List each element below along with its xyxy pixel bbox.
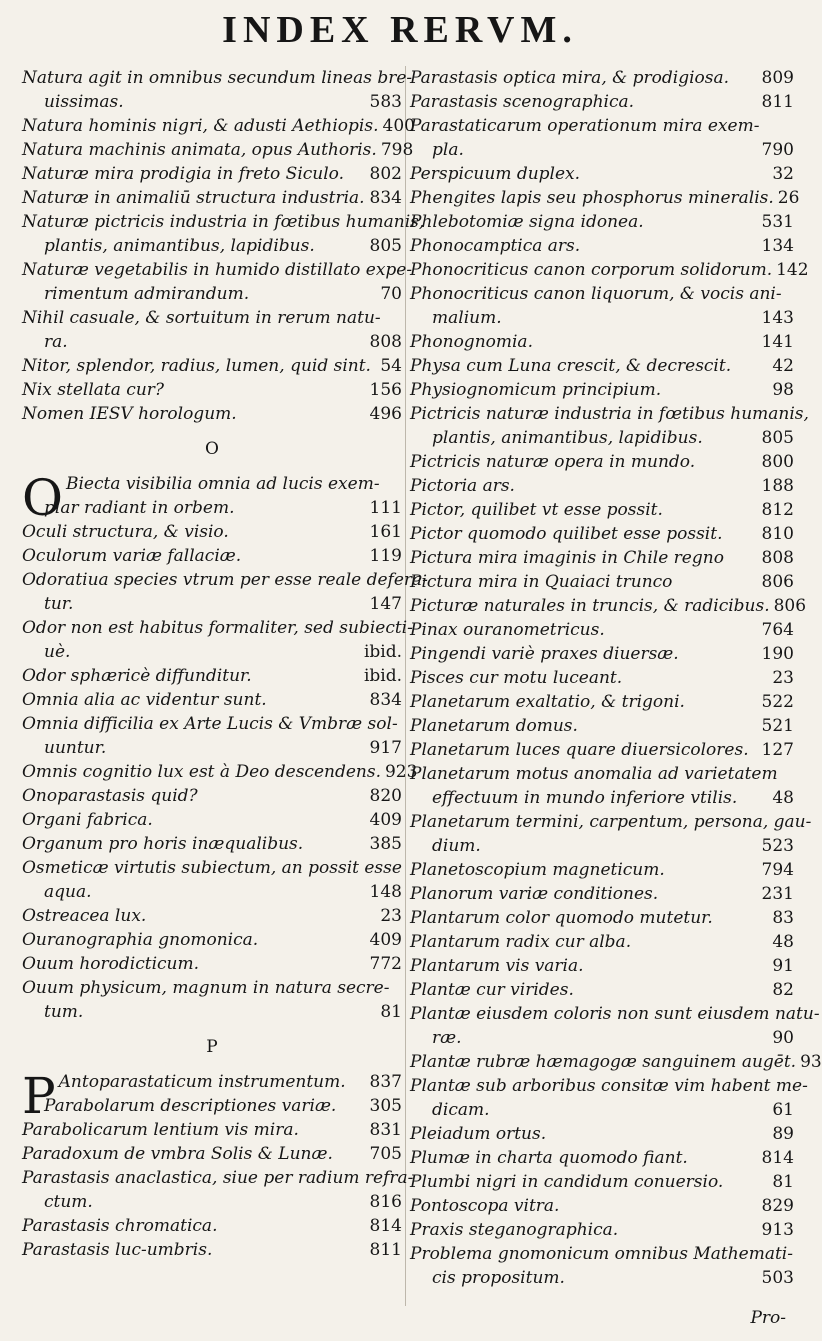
entry-text: Plumbi nigri in candidum conuersio.	[410, 1172, 724, 1192]
page-number: 143	[761, 308, 794, 328]
entry-text: Pisces cur motu luceant.	[410, 668, 623, 688]
entry-text: O Biecta visibilia omnia ad lucis exem-	[22, 469, 380, 527]
entry-text: Parastasis scenographica.	[410, 92, 635, 112]
entry-text: Picturæ naturales in truncis, & radicibus.	[410, 596, 770, 616]
page-number: 141	[761, 332, 794, 352]
index-entry	[22, 1118, 402, 1142]
page-number: 83	[772, 908, 794, 928]
entry-text: Oculorum variæ fallaciæ.	[22, 546, 242, 566]
index-entry	[22, 402, 402, 426]
index-entry-continuation	[410, 138, 794, 162]
entry-text: ctum.	[44, 1192, 93, 1212]
index-entry	[22, 808, 402, 832]
entry-text: cis propositum.	[432, 1268, 565, 1288]
index-entry	[410, 906, 794, 930]
entry-text: Physiognomicum principium.	[410, 380, 662, 400]
index-entry	[22, 976, 402, 1000]
page-number: 400	[382, 116, 415, 136]
entry-text: Paradoxum de vmbra Solis & Lunæ.	[22, 1144, 333, 1164]
index-entry	[22, 258, 413, 282]
entry-text: plantis, animantibus, lapidibus.	[44, 236, 315, 256]
index-entry	[410, 522, 794, 546]
index-entry	[22, 1238, 402, 1262]
index-entry	[22, 856, 402, 880]
entry-text: uè.	[44, 642, 71, 662]
index-entry	[410, 330, 794, 354]
page-number: 834	[369, 188, 402, 208]
page-number: 48	[772, 788, 794, 808]
page-number: 156	[369, 380, 402, 400]
entry-text: Phonocriticus canon liquorum, & vocis ani-	[410, 284, 782, 304]
page-number: 26	[777, 188, 800, 208]
page-number: 61	[772, 1100, 794, 1120]
index-entry	[410, 570, 794, 594]
entry-text: Phlebotomiæ signa idonea.	[410, 212, 644, 232]
page-number: 806	[773, 596, 807, 616]
page-number: 305	[369, 1096, 402, 1116]
index-entry-continuation	[22, 640, 402, 664]
page-number: 583	[369, 92, 402, 112]
entry-text: Pictura mira in Quaiaci trunco	[410, 572, 673, 592]
index-entry	[410, 666, 794, 690]
entry-text: Planorum variæ conditiones.	[410, 884, 659, 904]
entry-text: Odor non est habitus formaliter, sed subiecti-	[22, 618, 413, 638]
index-entry	[410, 1002, 820, 1026]
page-number: 816	[369, 1192, 402, 1212]
page-number: 798	[380, 140, 414, 160]
entry-text: Odoratiua species vtrum per esse reale defera-	[22, 570, 428, 590]
entry-text: Phengites lapis seu phosphorus mineralis.	[410, 188, 774, 208]
index-entry	[410, 258, 809, 282]
entry-text: Natura hominis nigri, & adusti Aethiopis.	[22, 116, 379, 136]
entry-text: Pictricis naturæ opera in mundo.	[410, 452, 696, 472]
index-entry-continuation	[22, 330, 402, 354]
entry-text: Plantarum vis varia.	[410, 956, 584, 976]
entry-text: Parastaticarum operationum mira exem-	[410, 116, 760, 136]
page-number: 808	[761, 548, 794, 568]
page-number: 820	[369, 786, 402, 806]
page-number: 811	[369, 1240, 402, 1260]
page-number: 913	[761, 1220, 794, 1240]
index-entry	[22, 544, 402, 568]
entry-text: Pictor quomodo quilibet esse possit.	[410, 524, 723, 544]
index-entry	[410, 1170, 794, 1194]
index-entry-continuation	[22, 234, 402, 258]
page-number: 812	[761, 500, 794, 520]
entry-text: Ouum physicum, magnum in natura secre-	[22, 978, 390, 998]
index-entry	[410, 954, 794, 978]
page-number: 81	[380, 1002, 402, 1022]
page-number: 794	[761, 860, 794, 880]
index-entry	[410, 882, 794, 906]
entry-text: Pleiadum ortus.	[410, 1124, 547, 1144]
index-entry-continuation	[22, 880, 402, 904]
page-number: 111	[369, 498, 402, 518]
page-number: 809	[761, 68, 794, 88]
entry-text: effectuum in mundo inferiore vtilis.	[432, 788, 738, 808]
entry-text: Parastasis chromatica.	[22, 1216, 218, 1236]
page-number: 142	[776, 260, 809, 280]
entry-text: Organi fabrica.	[22, 810, 153, 830]
page-number: 810	[761, 524, 794, 544]
page-number: 531	[761, 212, 794, 232]
entry-text: aqua.	[44, 882, 92, 902]
page-number: 147	[369, 594, 402, 614]
page-number: ibid.	[363, 642, 402, 662]
index-entry	[410, 1194, 794, 1218]
index-entry-continuation	[22, 592, 402, 616]
entry-text: Nix stellata cur?	[22, 380, 165, 400]
page-number: 808	[369, 332, 402, 352]
entry-text: ra.	[44, 332, 68, 352]
index-entry-continuation	[410, 1266, 794, 1290]
entry-text: tum.	[44, 1002, 84, 1022]
entry-text: Plantarum color quomodo mutetur.	[410, 908, 713, 928]
page-number: 814	[369, 1216, 402, 1236]
index-entry	[410, 210, 794, 234]
entry-text: Phonocamptica ars.	[410, 236, 581, 256]
entry-text: Plantæ eiusdem coloris non sunt eiusdem natu-	[410, 1004, 820, 1024]
entry-text: Naturæ vegetabilis in humido distillato expe-	[22, 260, 413, 280]
catchword: Pro-	[750, 1308, 786, 1328]
index-entry	[22, 114, 415, 138]
page-number: 54	[380, 356, 402, 376]
drop-capital: P	[22, 1067, 56, 1125]
entry-text: Parabolarum descriptiones variæ.	[44, 1096, 337, 1116]
entry-text: Ostreacea lux.	[22, 906, 147, 926]
index-entry-continuation	[22, 1190, 402, 1214]
entry-text: Plantæ rubræ hæmagogæ sanguinem augēt.	[410, 1052, 797, 1072]
page-number: 522	[761, 692, 794, 712]
entry-text: pla.	[432, 140, 464, 160]
right-column	[410, 66, 822, 1290]
page-number: 190	[761, 644, 794, 664]
index-entry	[22, 760, 418, 784]
page-number: ibid.	[363, 666, 402, 686]
index-entry	[410, 714, 794, 738]
page-number: 834	[369, 690, 402, 710]
entry-text: Pictoria ars.	[410, 476, 515, 496]
index-entry	[410, 1050, 822, 1074]
index-entry	[22, 664, 402, 688]
page-number: 802	[369, 164, 402, 184]
entry-text: Planetarum luces quare diuersicolores.	[410, 740, 749, 760]
page-number: 148	[369, 882, 402, 902]
entry-text: Omnia difficilia ex Arte Lucis & Vmbræ sol-	[22, 714, 398, 734]
index-entry-continuation	[410, 786, 794, 810]
entry-text: uuntur.	[44, 738, 107, 758]
index-entry-continuation	[410, 1026, 794, 1050]
index-entry	[22, 784, 402, 808]
entry-text: Omnis cognitio lux est à Deo descendens.	[22, 762, 381, 782]
page-number: 23	[380, 906, 402, 926]
drop-capital: O	[22, 469, 63, 527]
entry-text: plantis, animantibus, lapidibus.	[432, 428, 703, 448]
index-entry	[410, 354, 794, 378]
index-entry	[410, 162, 794, 186]
page-number: 409	[369, 810, 402, 830]
entry-text: Plantæ sub arboribus consitæ vim habent me-	[410, 1076, 808, 1096]
page-number: 81	[772, 1172, 794, 1192]
entry-text: Parabolicarum lentium vis mira.	[22, 1120, 299, 1140]
page-number: 409	[369, 930, 402, 950]
index-entry	[410, 978, 794, 1002]
entry-text: Naturæ mira prodigia in freto Siculo.	[22, 164, 345, 184]
page-number: 82	[772, 980, 794, 1000]
entry-text: dium.	[432, 836, 481, 856]
index-entry	[410, 618, 794, 642]
page-number: 496	[369, 404, 402, 424]
index-entry	[410, 474, 794, 498]
page-number: 917	[369, 738, 402, 758]
entry-text: Planetarum termini, carpentum, persona, gau-	[410, 812, 812, 832]
page-number: 98	[772, 380, 794, 400]
page-number: 805	[761, 428, 794, 448]
index-entry	[410, 762, 794, 786]
entry-text: Naturæ in animaliū structura industria.	[22, 188, 365, 208]
entry-text: dicam.	[432, 1100, 490, 1120]
page-number: 89	[772, 1124, 794, 1144]
entry-text: Naturæ pictricis industria in fœtibus humanis,	[22, 212, 425, 232]
index-entry	[22, 138, 414, 162]
page-number: 91	[772, 956, 794, 976]
index-entry	[410, 594, 807, 618]
index-entry	[410, 930, 794, 954]
index-entry	[22, 1142, 402, 1166]
index-entry	[410, 858, 794, 882]
index-entry-continuation	[22, 1000, 402, 1024]
index-entry	[22, 616, 413, 640]
entry-text: uissimas.	[44, 92, 124, 112]
page-number: 161	[369, 522, 402, 542]
page-number: 521	[761, 716, 794, 736]
index-entry-continuation	[410, 1098, 794, 1122]
index-entry	[22, 162, 402, 186]
page-number: 385	[369, 834, 402, 854]
entry-text: Pictricis naturæ industria in fœtibus humanis,	[410, 404, 809, 424]
entry-text: Parastasis anaclastica, siue per radium refra-	[22, 1168, 414, 1188]
index-entry-continuation	[410, 834, 794, 858]
page-number: 23	[772, 668, 794, 688]
entry-text: Natura agit in omnibus secundum lineas bre-	[22, 68, 413, 88]
index-entry	[410, 1122, 794, 1146]
index-entry	[410, 234, 794, 258]
index-entry	[22, 1214, 402, 1238]
index-entry	[22, 66, 413, 90]
page-number: 93	[800, 1052, 822, 1072]
index-entry	[410, 450, 794, 474]
index-entry	[22, 928, 402, 952]
page-number: 70	[380, 284, 402, 304]
entry-text: Planetarum domus.	[410, 716, 578, 736]
entry-text: Planetoscopium magneticum.	[410, 860, 665, 880]
index-entry	[410, 1146, 794, 1170]
index-entry	[410, 1242, 794, 1266]
index-entry	[22, 354, 402, 378]
page-title: INDEX RERVM.	[222, 9, 578, 51]
page-number: 800	[761, 452, 794, 472]
page-number: 134	[761, 236, 794, 256]
page-number: 523	[761, 836, 794, 856]
entry-text: tur.	[44, 594, 74, 614]
page-number: 127	[761, 740, 794, 760]
entry-text: Plantarum radix cur alba.	[410, 932, 632, 952]
entry-text: Ouum horodicticum.	[22, 954, 200, 974]
entry-text: Pictor, quilibet vt esse possit.	[410, 500, 663, 520]
entry-text: Phonognomia.	[410, 332, 533, 352]
page-number: 790	[761, 140, 794, 160]
index-entry	[410, 546, 794, 570]
left-column	[22, 66, 428, 1262]
entry-text: Pictura mira imaginis in Chile regno	[410, 548, 724, 568]
entry-text: Omnia alia ac videntur sunt.	[22, 690, 267, 710]
index-entry-continuation	[410, 306, 794, 330]
index-entry	[22, 520, 402, 544]
entry-text: Nihil casuale, & sortuitum in rerum natu-	[22, 308, 381, 328]
entry-text: Parastasis optica mira, & prodigiosa.	[410, 68, 730, 88]
index-entry	[410, 66, 794, 90]
index-entry	[22, 712, 402, 736]
index-entry	[410, 642, 794, 666]
section-letter: P	[206, 1037, 218, 1057]
entry-text: Ouranographia gnomonica.	[22, 930, 259, 950]
index-entry	[410, 114, 794, 138]
index-entry	[410, 90, 794, 114]
page-number: 764	[761, 620, 794, 640]
page-number: 923	[384, 762, 418, 782]
index-entry	[410, 282, 794, 306]
entry-text: Parastasis luc-umbris.	[22, 1240, 213, 1260]
entry-text: plar radiant in orbem.	[44, 498, 235, 518]
page-number: 42	[772, 356, 794, 376]
index-entry	[22, 568, 428, 592]
page-number: 811	[761, 92, 794, 112]
section-letter: O	[205, 439, 219, 459]
entry-text: Pontoscopa vitra.	[410, 1196, 560, 1216]
index-entry-continuation	[22, 282, 402, 306]
index-entry	[22, 306, 402, 330]
column-divider	[405, 66, 406, 1306]
page-number: 814	[761, 1148, 794, 1168]
entry-text: rimentum admirandum.	[44, 284, 250, 304]
entry-text: ræ.	[432, 1028, 462, 1048]
entry-text: Phonocriticus canon corporum solidorum.	[410, 260, 773, 280]
index-entry	[410, 1074, 808, 1098]
index-entry	[410, 690, 794, 714]
entry-text: Nomen IESV horologum.	[22, 404, 237, 424]
entry-text: Plumæ in charta quomodo fiant.	[410, 1148, 688, 1168]
index-entry	[22, 1166, 414, 1190]
page-number: 772	[369, 954, 402, 974]
index-entry	[410, 810, 812, 834]
page-number: 806	[761, 572, 794, 592]
index-entry	[22, 952, 402, 976]
index-entry-continuation	[22, 736, 402, 760]
entry-text: P Antoparastaticum instrumentum.	[22, 1067, 346, 1125]
entry-text: Pinax ouranometricus.	[410, 620, 605, 640]
index-entry	[22, 186, 402, 210]
page-number: 188	[761, 476, 794, 496]
page-number: 32	[772, 164, 794, 184]
page-number: 48	[772, 932, 794, 952]
index-entry	[22, 832, 402, 856]
entry-text: Natura machinis animata, opus Authoris.	[22, 140, 377, 160]
entry-text: Organum pro horis inæqualibus.	[22, 834, 304, 854]
entry-text: malium.	[432, 308, 502, 328]
page-number: 90	[772, 1028, 794, 1048]
entry-text: Pingendi variè praxes diuersæ.	[410, 644, 679, 664]
index-entry	[22, 210, 425, 234]
index-entry-continuation	[22, 90, 402, 114]
entry-text: Planetarum motus anomalia ad varietatem	[410, 764, 778, 784]
page-number: 503	[761, 1268, 794, 1288]
page-number: 837	[369, 1072, 402, 1092]
entry-text: Oculi structura, & visio.	[22, 522, 229, 542]
entry-text: Physa cum Luna crescit, & decrescit.	[410, 356, 732, 376]
entry-text: Onoparastasis quid?	[22, 786, 198, 806]
index-entry	[410, 498, 794, 522]
index-entry	[410, 1218, 794, 1242]
entry-text: Perspicuum duplex.	[410, 164, 581, 184]
entry-text: Osmeticæ virtutis subiectum, an possit esse	[22, 858, 402, 878]
index-entry	[410, 738, 794, 762]
index-entry	[22, 688, 402, 712]
page-number: 831	[369, 1120, 402, 1140]
page-number: 231	[761, 884, 794, 904]
entry-text: Praxis steganographica.	[410, 1220, 619, 1240]
entry-text: Plantæ cur virides.	[410, 980, 574, 1000]
page-number: 119	[369, 546, 402, 566]
entry-text: Odor sphæricè diffunditur.	[22, 666, 252, 686]
index-entry	[22, 378, 402, 402]
page-number: 805	[369, 236, 402, 256]
index-entry	[410, 378, 794, 402]
index-entry	[410, 402, 809, 426]
index-entry-continuation	[410, 426, 794, 450]
entry-text: Nitor, splendor, radius, lumen, quid sint.	[22, 356, 371, 376]
index-entry	[410, 186, 800, 210]
entry-text: Problema gnomonicum omnibus Mathemati-	[410, 1244, 793, 1264]
index-entry	[22, 904, 402, 928]
page-number: 829	[761, 1196, 794, 1216]
entry-text: Planetarum exaltatio, & trigoni.	[410, 692, 685, 712]
page-number: 705	[369, 1144, 402, 1164]
